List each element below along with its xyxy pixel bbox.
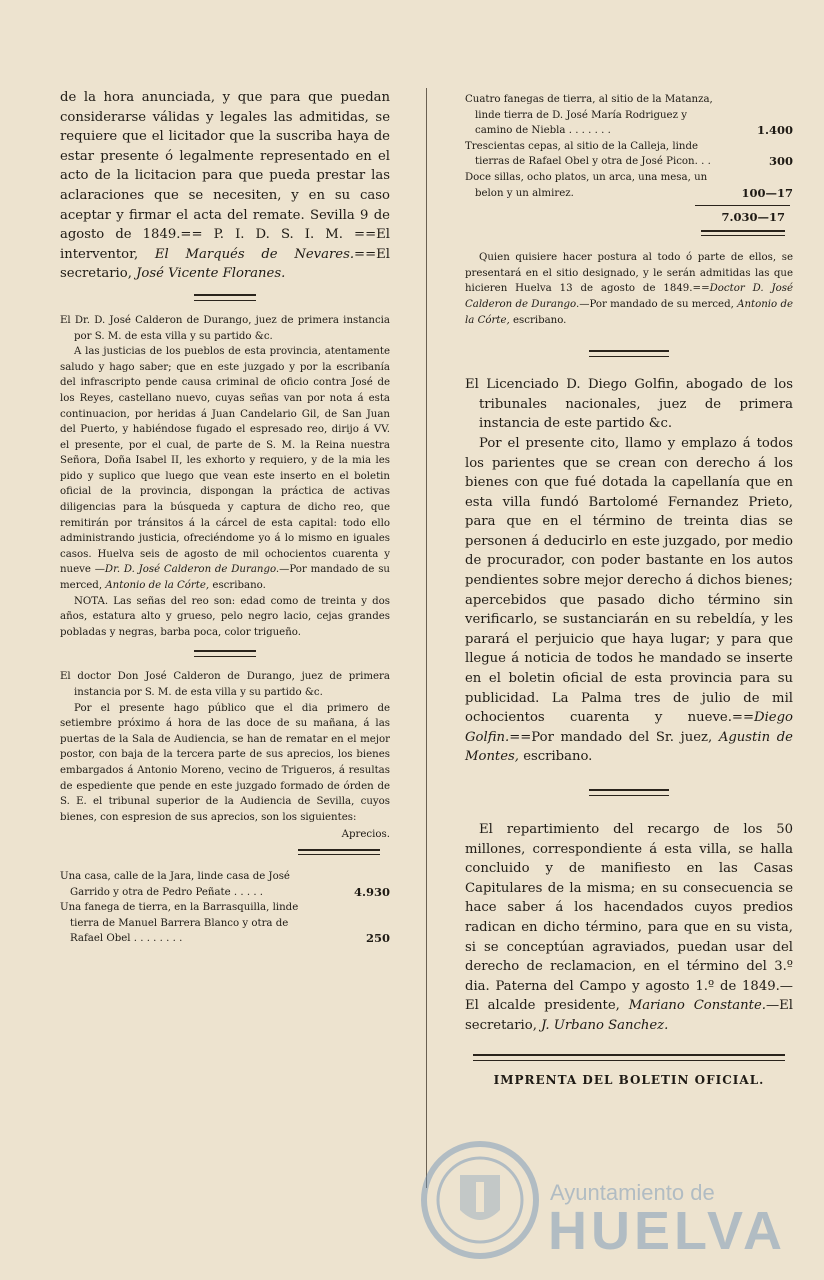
edict-header: El doctor Don José Calderon de Durango, juez de primera instancia por S. M. de esta villa y su partido &c. [60,671,390,698]
printer-imprint: IMPRENTA DEL BOLETIN OFICIAL. [493,1072,765,1087]
separator [589,350,669,357]
total-rule [701,230,785,236]
auction-conditions-paragraph: de la hora anunciada, y que para que puedan considerarse válidas y legales las admitidas, se requiere que el licitador que la suscriba haya de estar presente ó legalmente representado en el acto de la licitacion para que pueda prestar las aclaraciones que se necesiten, y en su caso aceptar y firmar el acta del remate. Sevilla 9 de agosto de 1849.== P. I. D. S. I. M. ==El interventor, El Marqués de Nevares.==El secretario, José Vicente Floranes. [60,90,390,282]
heading-rule [298,849,380,855]
coat-of-arms-icon [420,1130,540,1270]
edict-body: Por el presente cito, llamo y emplazo á todos los parientes que se crean con derecho á los bienes con que fué dotada la capellanía que en esta villa fundó Bartolomé Fernandez Prieto, para que en el término de treinta dias se personen á deducirlo en este juzgado, por medio de procurador, con poder bastante en los autos pendientes sobre mejor derecho á dichos bienes; apercebidos que pasado dicho término sin verificarlo, se sustanciarán en su rebeldía, y les parará el perjuicio que haya lugar; y para que llegue á noticia de todos he mandado se inserte en el boletin oficial de esta provincia para su publicidad. La Palma tres de julio de mil ochocientos cuarenta y nueve.==Diego Golfin.==Por mandado del Sr. juez, Agustin de Montes, escribano. [465,435,793,765]
column-divider [426,88,427,1188]
edict-header: El Licenciado D. Diego Golfin, abogado de los tribunales nacionales, juez de primera instancia de este partido &c. [465,377,793,432]
edict-header: El Dr. D. José Calderon de Durango, juez de primera instancia por S. M. de esta villa y su partido &c. [60,314,390,342]
total-value: 7.030—17 [721,210,785,225]
edict-body: Por el presente hago público que el dia primero de setiembre próximo á hora de las doce de su mañana, á las puertas de la Sala de Audiencia, se han de rematar en el mejor postor, con baja de la tercera parte de sus aprecios, los bienes embargados á Antonio Moreno, vecino de Trigueros, á resultas de espediente que pende en este juzgado formado de órden de S. E. el tribunal superior de la Audiencia de Sevilla, cuyos bienes, con espresion de sus aprecios, son los siguientes: [60,702,390,823]
list-item: Trescientas cepas, al sitio de la Calleja, linde tierras de Rafael Obel y otra de José Picon. . . 300 [465,140,793,169]
archive-watermark [420,1130,786,1270]
watermark-line2: HUELVA [548,1201,786,1261]
separator [589,789,669,796]
list-item: Una casa, calle de la Jara, linde casa de José Garrido y otra de Pedro Peñate . . . . . 4.930 [60,870,390,899]
left-column [60,88,390,947]
separator [194,294,256,301]
sum-rule [695,205,790,206]
list-item: Cuatro fanegas de tierra, al sitio de la Matanza, linde tierra de D. José María Rodriguez y camino de Niebla . . . . . . . 1.400 [465,94,793,138]
separator [194,650,256,657]
right-column [465,92,793,1087]
notice-paragraph: El repartimiento del recargo de los 50 millones, correspondiente á esta villa, se halla concluido y de manifiesto en las Casas Capitulares de la misma; en su consecuencia se hace saber á los hacendados cuyos predios radican en dicho término, para que en su vista, si se conceptúan agraviados, puedan usar del derecho de reclamacion, en el término del 3.º dia. Paterna del Campo y agosto 1.º de 1849.—El alcalde presidente, Mariano Constante.—El secretario, J. Urbano Sanchez. [465,822,793,1033]
list-item: Una fanega de tierra, en la Barrasquilla, linde tierra de Manuel Barrera Blanco y otra de Rafael Obel . . . . . . . . 250 [60,902,390,946]
closing-paragraph: Quien quisiere hacer postura al todo ó parte de ellos, se presentará en el sitio designado, y le serán admitidas las que hicieren Huelva 13 de agosto de 1849.==Doctor D. José Calderon de Durango.—Por mandado de su merced, Antonio de la Córte, escribano. [465,252,793,326]
edict-body: A las justicias de los pueblos de esta provincia, atentamente saludo y hago saber; que en este juzgado y por la escribanía del infrascripto pende causa criminal de oficio contra José de los Reyes, castellano nuevo, cuyas señas van por nota á esta continuacion, por heridas á Juan Candelario Gil, de San Juan del Puerto, y habiéndose fugado el espresado reo, dirijo á VV. el presente, por el cual, de parte de S. M. la Reina nuestra Señora, Doña Isabel II, les exhorto y requiero, y de la mia les pido y suplico que luego que vean este inserto en el boletin oficial de la provincia, dispongan la práctica de activas diligencias para la búsqueda y captura de dicho reo, que remitirán por tránsitos á la cárcel de esta capital: todo ello administrando justicia, ofreciéndome yo á lo mismo en iguales casos. Huelva seis de agosto de mil ochocientos cuarenta y nueve —Dr. D. José Calderon de Durango.—Por mandado de su merced, Antonio de la Córte, escribano. [60,346,390,592]
watermark-line1: Ayuntamiento de [550,1180,715,1205]
list-item: Doce sillas, ocho platos, un arca, una mesa, un belon y un almirez. 100—17 [465,171,793,200]
separator-long [473,1054,785,1061]
aprecios-heading: Aprecios. [341,829,390,841]
nota-paragraph: NOTA. Las señas del reo son: edad como de treinta y dos años, estatura alto y grueso, pelo negro lacio, cejas grandes pobladas y negras, barba poca, color trigueño. [60,595,390,638]
